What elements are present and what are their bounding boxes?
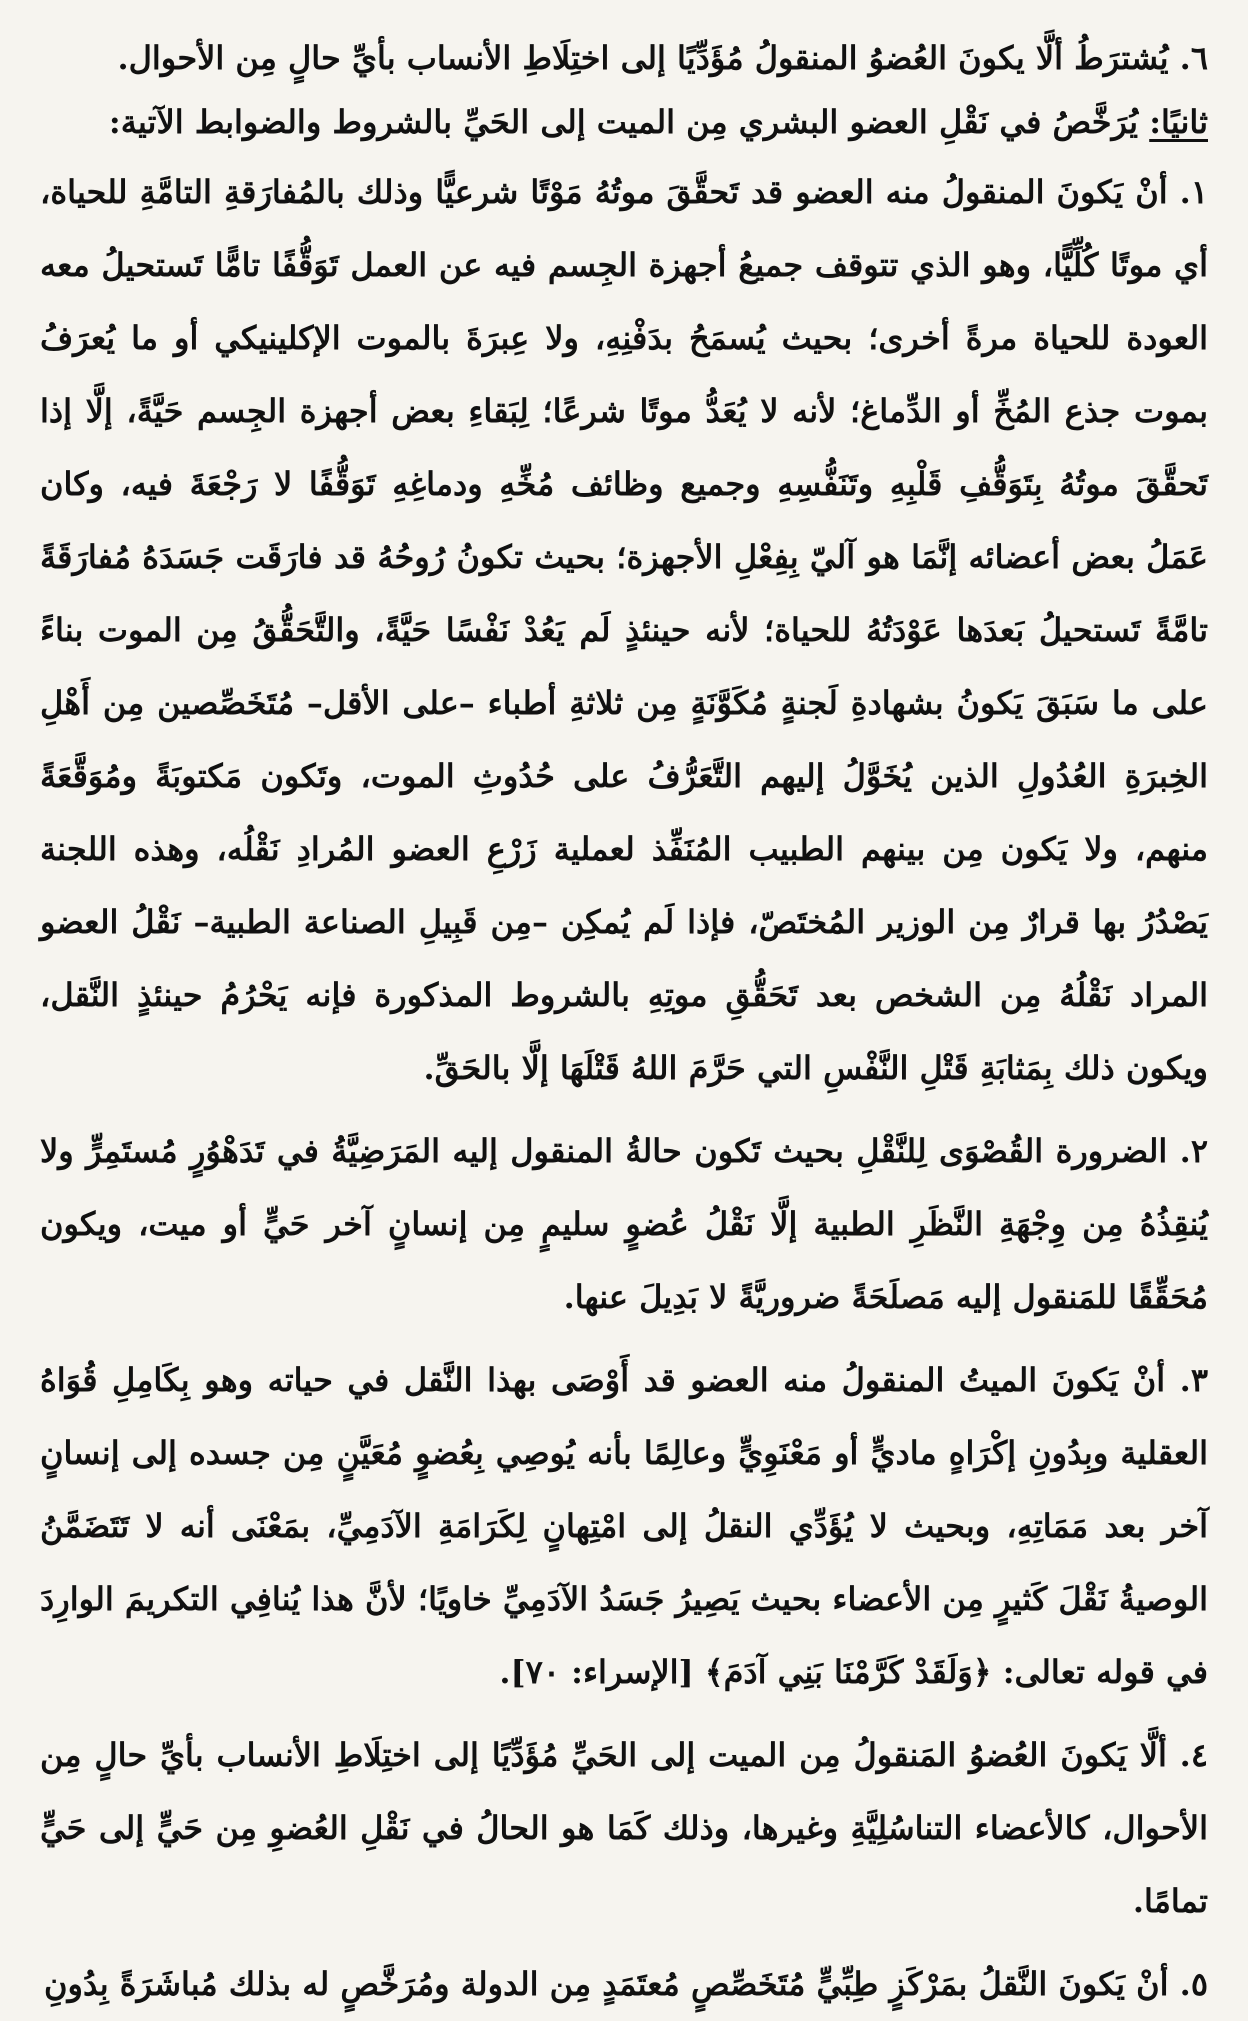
condition-6-paragraph: ٦. يُشترَطُ ألَّا يكونَ العُضوُ المنقولُ مُؤَدِّيًا إلى اختِلَاطِ الأنساب بأيِّ حالٍ مِن الأحوال. — [117, 39, 1208, 77]
section-second-label: ثانيًا: — [1149, 103, 1208, 141]
condition-3-paragraph: ٣. أنْ يَكونَ الميتُ المنقولُ منه العضو قد أَوْصَى بهذا النَّقل في حياته وهو بِكَامِلِ قُوَاهُ العقلية وبِدُونِ إكْرَاهٍ ماديٍّ أو مَعْنَوِيٍّ وعالِمًا بأنه يُوصِي بِعُضوٍ مُعَيَّنٍ مِن جسده إلى إنسانٍ آخر بعد مَمَاتِهِ، وبحيث لا يُؤَدِّي النقلُ إلى امْتِهانٍ لِكَرَامَةِ الآدَمِيِّ، بمَعْنَى أنه لا تَتَضَمَّنُ الوصيةُ نَقْلَ كَثيرٍ مِن الأعضاء بحيث يَصِيرُ جَسَدُ الآدَمِيِّ خاويًا؛ لأنَّ هذا يُنافِي التكريمَ الوارِدَ في قوله تعالى: ﴿وَلَقَدْ كَرَّمْنَا بَنِي آدَمَ﴾ [الإسراء: ٧٠]. — [40, 1361, 1209, 1691]
condition-2-paragraph: ٢. الضرورة القُصْوَى لِلنَّقْلِ بحيث تَكون حالةُ المنقول إليه المَرَضِيَّةُ في تَدَهْوُرٍ مُستَمِرٍّ ولا يُنقِذُهُ مِن وِجْهَةِ النَّظَرِ الطبية إلَّا نَقْلُ عُضوٍ سليمٍ مِن إنسانٍ آخر حَيٍّ أو ميت، ويكون مُحَقِّقًا للمَنقول إليه مَصلَحَةً ضروريَّةً لا بَدِيلَ عنها. — [40, 1132, 1209, 1316]
section-second-text: يُرَخَّصُ في نَقْلِ العضو البشري مِن الميت إلى الحَيِّ بالشروط والضوابط الآتية: — [108, 103, 1150, 141]
condition-4-paragraph: ٤. ألَّا يَكونَ العُضوُ المَنقولُ مِن الميت إلى الحَيِّ مُؤَدِّيًا إلى اختِلَاطِ الأنساب بأيِّ حالٍ مِن الأحوال، كالأعضاء التناسُلِيَّةِ وغيرها، وذلك كَمَا هو الحالُ في نَقْلِ العُضوِ مِن حَيٍّ إلى حَيٍّ تمامًا. — [40, 1736, 1209, 1920]
section-second-heading — [40, 92, 1208, 152]
condition-5-paragraph: ٥. أنْ يَكونَ النَّقلُ بمَرْكَزٍ طِبِّيٍّ مُتَخَصِّصٍ مُعتَمَدٍ مِن الدولة ومُرَخَّصٍ له بذلك مُباشَرَةً بِدُونِ — [44, 1965, 1208, 2003]
condition-1-paragraph: ١. أنْ يَكونَ المنقولُ منه العضو قد تَحقَّقَ موتُهُ مَوْتًا شرعيًّا وذلك بالمُفارَقةِ التامَّةِ للحياة، أي موتًا كُلِّيًّا، وهو الذي تتوقف جميعُ أجهزة الجِسم فيه عن العمل تَوَقُّفًا تامًّا تَستحيلُ معه العودة للحياة مرةً أخرى؛ بحيث يُسمَحُ بدَفْنِهِ، ولا عِبرَةَ بالموت الإكلينيكي أو ما يُعرَفُ بموت جذع المُخِّ أو الدِّماغ؛ لأنه لا يُعَدُّ موتًا شرعًا؛ لِبَقاءِ بعض أجهزة الجِسم حَيَّةً، إلَّا إذا تَحقَّقَ موتُهُ بِتَوَقُّفِ قَلْبِهِ وتَنَفُّسِهِ وجميع وظائف مُخِّهِ ودماغِهِ تَوَقُّفًا لا رَجْعَةَ فيه، وكان عَمَلُ بعض أعضائه إنَّمَا هو آليّ بِفِعْلِ الأجهزة؛ بحيث تكونُ رُوحُهُ قد فارَقَت جَسَدَهُ مُفارَقَةً تامَّةً تَستحيلُ بَعدَها عَوْدَتُهُ للحياة؛ لأنه حينئذٍ لَم يَعُدْ نَفْسًا حَيَّةً، والتَّحَقُّقُ مِن الموت بناءً على ما سَبَقَ يَكونُ بشهادةِ لَجنةٍ مُكَوَّنَةٍ مِن ثلاثةِ أطباء –على الأقل– مُتَخَصِّصين مِن أَهْلِ الخِبرَةِ العُدُولِ الذين يُخَوَّلُ إليهم التَّعَرُّفُ على حُدُوثِ الموت، وتَكون مَكتوبَةً ومُوَقَّعَةً منهم، ولا يَكون مِن بينهم الطبيب المُنَفِّذ لعملية زَرْعِ العضو المُرادِ نَقْلُه، وهذه اللجنة يَصْدُرُ بها قرارٌ مِن الوزير المُختَصّ، فإذا لَم يُمكِن –مِن قَبِيلِ الصناعة الطبية– نَقْلُ العضو المراد نَقْلُهُ مِن الشخص بعد تَحَقُّقِ موتِهِ بالشروط المذكورة فإنه يَحْرُمُ حينئذٍ النَّقل، ويكون ذلك بِمَثابَةِ قَتْلِ النَّفْسِ التي حَرَّمَ اللهُ قَتْلَهَا إلَّا بالحَقِّ. — [40, 173, 1208, 1087]
